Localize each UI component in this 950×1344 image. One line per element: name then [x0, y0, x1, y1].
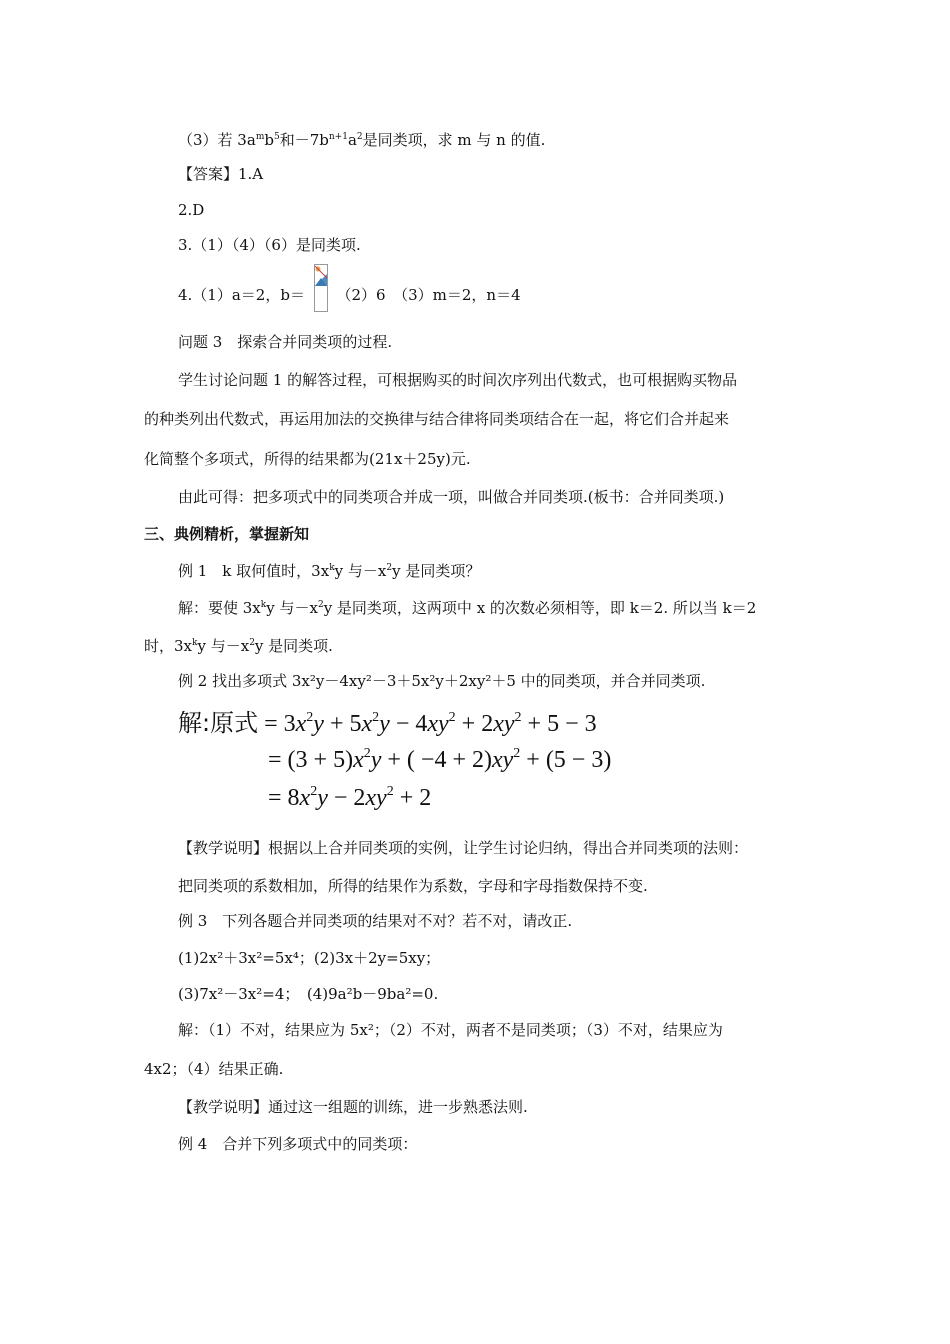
answer-1: 【答案】1.A — [178, 165, 264, 183]
section-3-heading: 三、典例精析，掌握新知 — [144, 525, 310, 543]
example-2: 例 2 找出多项式 3x²y－4xy²－3＋5x²y＋2xy²＋5 中的同类项，并合并同类项. — [178, 672, 706, 690]
answer-3: 3.（1）（4）（6）是同类项. — [178, 236, 361, 254]
example-4: 例 4 合并下列多项式中的同类项： — [178, 1135, 418, 1153]
teaching-note-2: 【教学说明】通过这一组题的训练，进一步熟悉法则. — [178, 1098, 528, 1116]
teaching-note-1-line-1: 【教学说明】根据以上合并同类项的实例，让学生讨论归纳，得出合并同类项的法则： — [178, 839, 749, 857]
solution-1-line-2: 时，$3x^ky$ 与$-x^2y$ 是同类项. — [144, 637, 333, 655]
question-3: （3）若 $3a^mb^5$和$-7b^{n+1}a^2$是同类项，求 m 与 n 的值. — [178, 131, 546, 149]
teaching-note-1-line-2: 把同类项的系数相加，所得的结果作为系数，字母和字母指数保持不变. — [178, 877, 648, 895]
paragraph-line-2: 的种类列出代数式，再运用加法的交换律与结合律将同类项结合在一起，将它们合并起来 — [144, 410, 730, 428]
answer-4: 4.（1）a＝2，b＝ （2）6 （3）m＝2，n＝4 — [178, 284, 521, 326]
paragraph-line-1: 学生讨论问题 1 的解答过程，可根据购买的时间次序列出代数式，也可根据购买物品 — [178, 371, 738, 389]
paragraph-line-3: 化简整个多项式，所得的结果都为(21x＋25y)元. — [144, 450, 471, 468]
answer-2: 2.D — [178, 201, 205, 219]
math-line-2: = $(3 + 5)x^2y$ + ( $-4 + 2)xy^2 + (5 - 3)$ — [268, 746, 612, 773]
solution-3-line-1: 解：（1）不对，结果应为 5x²；（2）不对，两者不是同类项；（3）不对，结果应为 — [178, 1021, 723, 1039]
math-line-1: 解:原式 = $3x^2y + 5x^2y - 4xy^2 + 2xy^2 + 5 - 3$ — [178, 709, 597, 737]
problem-3-heading: 问题 3 探索合并同类项的过程. — [178, 333, 393, 351]
example-3-items-1: (1)2x²＋3x²=5x⁴；(2)3x＋2y=5xy； — [178, 949, 441, 967]
example-1: 例 1 k 取何值时，$3x^ky$ 与$-x^2y$ 是同类项？ — [178, 562, 481, 580]
solution-1-line-1: 解：要使 $3x^ky$ 与$-x^2y$ 是同类项，这两项中 x 的次数必须相等，即 k＝2. 所以当 k＝2 — [178, 599, 757, 617]
solution-3-line-2: 4x2；（4）结果正确. — [144, 1060, 284, 1078]
math-line-3: = $8x^2y - 2xy^2 + 2$ — [268, 784, 432, 811]
example-3: 例 3 下列各题合并同类项的结果对不对？若不对，请改正. — [178, 912, 573, 930]
fraction-image — [314, 284, 328, 326]
paragraph-line-4: 由此可得：把多项式中的同类项合并成一项，叫做合并同类项.(板书：合并同类项.) — [178, 488, 725, 506]
example-3-items-2: (3)7x²－3x²=4； (4)9a²b－9ba²=0. — [178, 985, 439, 1003]
